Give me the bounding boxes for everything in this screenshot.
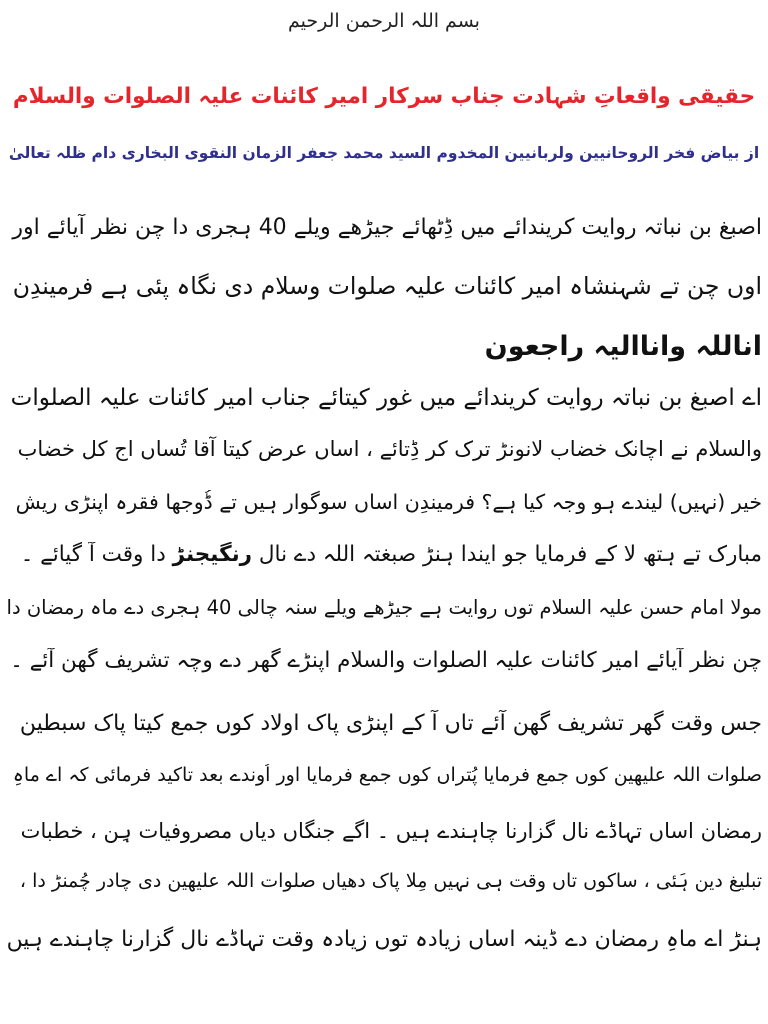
emphasized-word: رنگیجنڑ	[172, 542, 253, 567]
paragraph-2-line-2: والسلام نے اچانک خضاب لانونڑ ترک کر ڈِتائے ، اساں عرض کیتا آقا تُساں اج کل خضاب	[17, 437, 762, 461]
paragraph-3-line-3: جس وقت گھر تشریف گھن آئے تاں آ کے اپنڑی پاک اولاد کوں جمع کیتا پاک سبطین	[19, 711, 762, 736]
line-text-before: مبارک تے ہتھ لا کے فرمایا جو ایندا ہنڑ صبغتہ اللہ دے نال	[258, 542, 762, 567]
paragraph-1-line-1: اصبغ بن نباتہ روایت کریندائے میں ڈِٹھائے جیڑھے ویلے 40 ہجری دا چن نظر آیائے اور	[12, 215, 762, 240]
line-text-after: دا وقت آ گیائے ۔	[20, 542, 166, 567]
bismillah-heading: بسم اللہ الرحمن الرحیم	[288, 10, 480, 32]
paragraph-2-line-4	[6, 542, 762, 569]
paragraph-1-line-2: اوں چن تے شہنشاہ امیر کائنات علیہ صلوات وسلام دی نگاہ پئی ہے فرمیندِن	[12, 272, 762, 300]
paragraph-3-line-6: تبلیغ دین ہَئی ، ساکوں تاں وقت ہی نہیں مِلا پاک دھیاں صلوات اللہ علیھین دی چادر چُمنڑ دا ،	[19, 870, 762, 892]
quran-verse-line: اناللہ واناالیہ راجعون	[484, 331, 762, 362]
paragraph-3-line-4: صلوات اللہ علیھین کوں جمع فرمایا پُتراں کوں جمع فرمایا اور اُوندے بعد تاکید فرمائی کہ اے ماہِ	[12, 764, 762, 786]
paragraph-2-line-3: خیر (نہیں) لیندے ہو وجہ کیا ہے؟ فرمیندِن اساں سوگوار ہیں تے ڈُوجھا فقرہ اپنڑی ریش	[15, 490, 762, 514]
document-title: حقیقی واقعاتِ شہادت جناب سرکار امیر کائنات علیہ الصلوات والسلام	[12, 84, 756, 109]
paragraph-3-line-5: رمضان اساں تہاڈے نال گزارنا چاہندے ہیں ۔ اگے جنگاں دیاں مصروفیات ہِن ، خطبات	[20, 819, 762, 843]
author-line: از بیاضِ فخر الروحانیین ولربانیین المخدوم السید محمد جعفر الزمان النقوی البخاری دام ظلہ تعالیٰ	[8, 144, 760, 162]
paragraph-2-line-1: اے اصبغ بن نباتہ روایت کریندائے میں غور کیتائے جناب امیر کائنات علیہ الصلوات	[10, 385, 762, 411]
paragraph-3-line-2: چن نظر آیائے امیر کائنات علیہ الصلوات والسلام اپنڑے گھر دے وچہ تشریف گھن آئے ۔	[10, 648, 762, 673]
paragraph-3-line-1: مولا امام حسن علیہ السلام توں روایت ہے جیڑھے ویلے سنہ چالی 40 ہجری دے ماہ رمضان دا	[6, 596, 762, 619]
paragraph-3-line-7: ہنڑ اے ماہِ رمضان دے ڈینہ اساں زیادہ توں زیادہ وقت تہاڈے نال گزارنا چاہندے ہیں	[6, 927, 762, 952]
